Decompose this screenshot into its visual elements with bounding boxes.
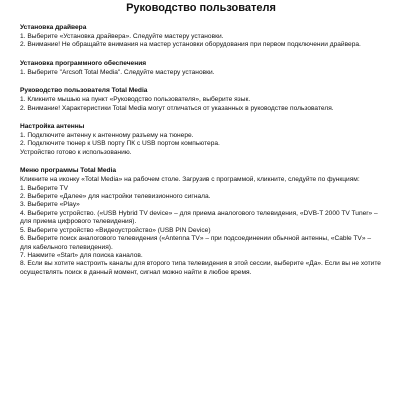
paragraph-line: 2. Внимание! Характеристики Total Media могут отличаться от указанных в руководстве пользователя.	[20, 104, 334, 112]
section-user-guide	[20, 86, 382, 113]
list-item: 6. Выберите поиск аналогового телевидения («Antenna TV» – при подсоединении обычной антенны, «Cable TV» – для кабельного телевидения).	[20, 235, 371, 251]
list-item: 3. Выберите «Play»	[20, 201, 80, 209]
paragraph-line: Кликните на иконку «Total Media» на рабочем столе. Загрузив с программой, кликните, следуйте по функциям:	[20, 176, 360, 184]
list-item: 2. Выберите «Далее» для настройки телевизионного сигнала.	[20, 193, 211, 201]
paragraph-line: 1. Подключите антенну к антенному разъему на тюнере.	[20, 132, 194, 140]
section-driver-install	[20, 23, 382, 50]
section-heading: Меню программы Total Media	[20, 167, 117, 175]
section-antenna-setup	[20, 122, 382, 157]
list-item: 1. Выберите TV	[20, 184, 69, 192]
document-title: Руководство пользователя	[126, 2, 276, 14]
paragraph-line: 1. Кликните мышью на пункт «Руководство пользователя», выберите язык.	[20, 96, 251, 104]
list-item: 8. Если вы хотите настроить каналы для второго типа телевидения в этой сессии, выберите «Да». Если вы не хотите осуществлять поиск в данный момент, сигнал можно найти в любое время.	[20, 260, 381, 276]
section-software-install	[20, 59, 382, 77]
section-total-media-menu	[20, 166, 382, 277]
section-heading: Установка драйвера	[20, 24, 87, 31]
list-item: 5. Выберите устройство «Видеоустройство» (USB PIN Device)	[20, 226, 211, 234]
paragraph-line: 2. Внимание! Не обращайте внимания на мастер установки оборудования при первом подключении драйвера.	[20, 41, 361, 49]
section-heading: Руководство пользователя Total Media	[20, 87, 148, 95]
section-heading: Установка программного обеспечения	[20, 59, 147, 67]
paragraph-line: 1. Выберите "Arcsoft Total Media". Следуйте мастеру установки.	[20, 68, 215, 76]
paragraph-line: Устройство готово к использованию.	[20, 148, 132, 156]
paragraph-line: 2. Подключите тюнер к USB порту ПК с USB портом компьютера.	[20, 140, 220, 148]
section-heading: Настройка антенны	[20, 123, 85, 131]
paragraph-line: 1. Выберите «Установка драйвера». Следуйте мастеру установки.	[20, 33, 224, 40]
list-item: 4. Выберите устройство. («USB Hybrid TV device» – для приема аналогового телевидения, «DVB-T 2000 TV Tuner» – для приема цифрового телевидения).	[20, 209, 378, 226]
list-item: 7. Нажмите «Start» для поиска каналов.	[20, 251, 143, 259]
